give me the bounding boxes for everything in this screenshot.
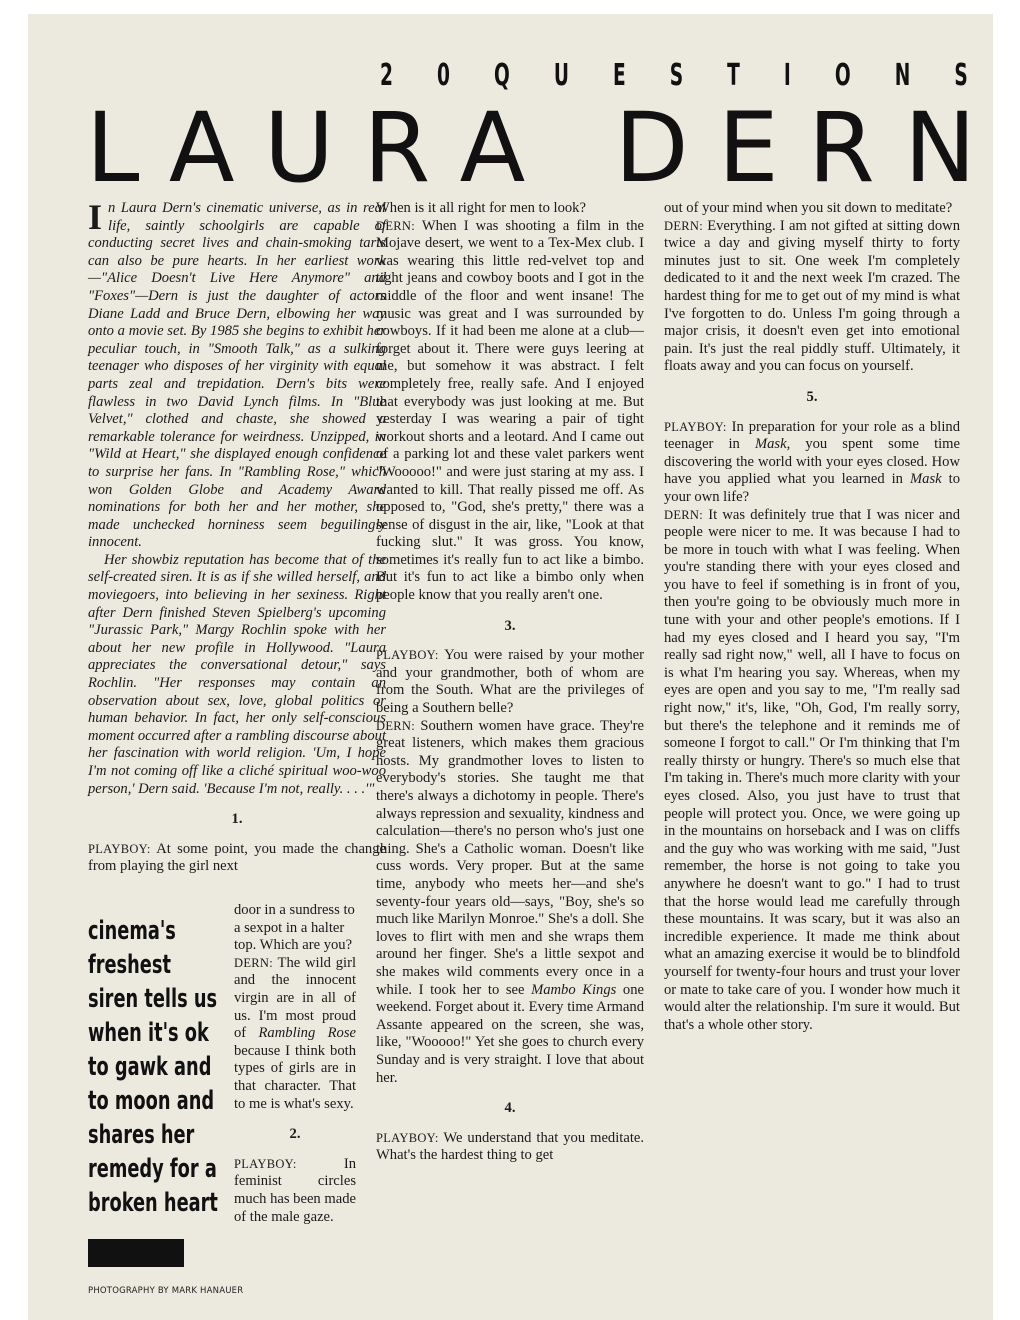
film-title: Rambling Rose: [258, 1025, 356, 1042]
answer-1-text: The wild girl and the innocent virgin are in all of us. I'm most proud of: [234, 954, 356, 1042]
answer-5-text: It was definitely true that I was nicer and people were nicer to me. It was because I had to be more in touch with what I was feeling. When you're standing there with your eyes closed and you have to feel if something is in front of you, then you're going to be obviously much more in tune with your and other people's emotions. If I had my eyes closed and I heard you say, "I'm really sad right now," well, all I have to focus on is what I'm hearing you say. Whereas, when my eyes are open and you say to me, "I'm really sad right now," it's, like, "Oh, God, I'm really sorry, but there's the telephone and it reminds me of someone I forgot to call." Or I'm thinking that I'm really thirsty or hungry. There's so much else that I'm taking in. There's much more clarity with your eyes closed. Also, you just have to trust that people will protect you. Once, we were going up in the mountains on horseback and I was on cliffs and the guy who was working with me said, "Just remember, the horse is not going to take you anywhere he doesn't want to go." I had to trust that the horse would lead me carefully through these mountains. It was scary, but it was also an incredible experience. It made me think about what an amazing exercise it would be to blindfold yourself for twenty-four hours and trust your lover or mate to take care of you. I wonder how much it would alter the relationship. I'm sure it would. But that's a whole other story.: [664, 506, 960, 1033]
answer-4-text: Everything. I am not gifted at sitting down twice a day and giving myself thirty to forty minutes just to sit. One week I'm completely dedicated to it and the next week I'm crazed. The hardest thing for me to get out of my mind is what I've forgotten to do. Unless I'm going through a major crisis, it doesn't even get into emotional pain. It's just the real piddly stuff. Ultimately, it floats away and you can focus on yourself.: [664, 217, 960, 375]
pull-quote-line: when it's ok: [88, 1018, 209, 1048]
film-title: Mask: [910, 471, 942, 488]
title-letter: L: [86, 92, 140, 204]
question-number-3: 3.: [504, 617, 516, 634]
series-letter: E: [612, 58, 626, 93]
question-1-text-narrow: door in a sundress to a sexpot in a halter top. Which are you?: [234, 902, 355, 954]
speaker-label: DERN:: [234, 955, 273, 970]
pull-quote-line: siren tells us: [88, 984, 218, 1014]
pull-quote-line: shares her: [88, 1120, 195, 1150]
series-letter: U: [553, 58, 569, 93]
decorative-black-bar: [88, 1239, 184, 1267]
question-number-1: 1.: [231, 811, 243, 828]
answer-3-text: Southern women have grace. They're great listeners, which makes them gracious hosts. My grandmother loves to listen to everybody's stories. She taught me that there's always a dichotomy in people. There's always repression and sexuality, kindness and calculation—there's no person who's just one thing. She's a Catholic woman. Doesn't like cuss words. Very proper. But at the same time, anybody who meets her—and she's seventy-four years old—says, "Boy, she's so much like Marilyn Monroe." She's a doll. She loves to flirt with men and she wraps them around her finger. She's a little sexpot and she makes wild comments every once in a while. I took her to see: [376, 717, 644, 998]
speaker-label: PLAYBOY:: [664, 419, 727, 434]
speaker-label: DERN:: [664, 218, 703, 233]
intro-paragraph-1: n Laura Dern's cinematic universe, as in real life, saintly schoolgirls are capable of conducting secret lives and chain-smoking tarts can also be pure hearts. In her earliest work—"Alice Doesn't Live Here Anymore" and "Foxes"—Dern is just the daughter of actors Diane Ladd and Bruce Dern, elbowing her way onto a movie set. By 1985 she begins to exhibit her peculiar touch, in "Smooth Talk," as a sulking teenager who disposes of her virginity with equal parts zeal and trepidation. Dern's bits were flawless in two David Lynch films. In "Blue Velvet," clothed and chaste, she showed a remarkable tolerance for weirdness. Unzipped, in "Wild at Heart," she displayed enough confidence to surprise her fans. In "Rambling Rose," which won Golden Globe and Academy Award nominations for both her and her mother, she made unchecked horniness seem beguilingly innocent.: [88, 200, 386, 551]
page-title: [86, 92, 976, 204]
question-number-2: 2.: [289, 1126, 301, 1143]
pull-quote-line: to gawk and: [88, 1052, 212, 1082]
drop-cap: I: [88, 197, 103, 237]
narrow-column: [234, 902, 356, 1226]
answer-1-text-end: because I think both types of girls are in that character. That to me is what's sexy.: [234, 1042, 356, 1112]
series-letter: Q: [493, 58, 510, 93]
title-letter: R: [808, 92, 875, 204]
title-letter: R: [363, 92, 431, 204]
intro-text: [88, 197, 386, 798]
answer-3-text-end: one weekend. Forget about it. Every time Armand Assante appeared on the screen, she was, like, "Wooooo!" Yet she goes to church every Sunday and is very straight. I love that about her.: [376, 981, 644, 1086]
intro-paragraph-2: Her showbiz reputation has become that of the self-created siren. It is as if she willed herself, and moviegoers, into believing in her sexiness. Right after Dern finished Steven Spielberg's upcoming "Jurassic Park," Margy Rochlin spoke with her about her new profile in Hollywood. "Laura appreciates the conversational detour," says Rochlin. "Her responses may contain an observation about sex, love, global politics or human behavior. In fact, her only self-conscious moment occurred after a rambling discourse about her fascination with world religion. 'Um, I hope I'm not coming off like a cliché spiritual woo-woo person,' Dern said. 'Because I'm not, really. . . .'": [88, 551, 386, 797]
film-title: Mask,: [754, 436, 791, 453]
question-4-text-continued: out of your mind when you sit down to meditate?: [664, 200, 953, 216]
speaker-label: PLAYBOY:: [234, 1156, 297, 1171]
series-letter: S: [669, 58, 684, 93]
question-number-4: 4.: [504, 1100, 516, 1117]
title-letter: U: [263, 92, 335, 204]
pull-quote-line: to moon and: [88, 1086, 215, 1116]
question-1-text-wide: At some point, you made the change from playing the girl next: [88, 840, 387, 875]
photo-credit: PHOTOGRAPHY BY MARK HANAUER: [88, 1286, 244, 1296]
series-letter: N: [894, 58, 911, 93]
question-5-text-mid: you spent some time discovering the world with your eyes closed. How have you applied what you learned in: [664, 436, 961, 488]
answer-2-text: When I was shooting a film in the Mojave desert, we went to a Tex-Mex club. I was wearing this little red-velvet top and tight jeans and cowboy boots and I got in the middle of the floor and went insane! The music was great and I was surrounded by cowboys. If it had been me alone at a club—forget about it. There were guys leering at me, but somehow it was abstract. I felt completely free, really safe. And I enjoyed that everybody was just looking at me. But yesterday I was wearing a pair of tight workout shorts and a leotard. And I came out of a parking lot and these valet parkers went "Wooooo!" and were just staring at my ass. I wanted to kill. That really pissed me off. As opposed to, "God, she's pretty," there was a sense of disgust in the air, like, "Look at that fucking slut." It was gross. You know, sometimes it's really fun to act like a bimbo. But it's fun to act like a bimbo only when people know that you really aren't one.: [376, 217, 644, 604]
speaker-label: DERN:: [376, 718, 415, 733]
speaker-label: PLAYBOY:: [88, 841, 151, 856]
speaker-label: DERN:: [376, 218, 415, 233]
question-5-text: In preparation for your role as a blind teenager in: [664, 418, 961, 453]
question-2-text-narrow: In feminist circles much has been made of the male gaze.: [234, 1155, 356, 1225]
question-3-text: You were raised by your mother and your grandmother, both of whom are from the South. What are the privileges of being a Southern belle?: [376, 647, 645, 717]
pull-quote: [88, 914, 218, 1220]
series-letter: 0: [436, 58, 450, 93]
intro-column: [88, 197, 387, 876]
question-number-5: 5.: [806, 388, 818, 405]
series-letter: O: [834, 58, 851, 93]
pull-quote-line: remedy for a: [88, 1154, 217, 1184]
magazine-page: [28, 14, 993, 1320]
title-letter: A: [168, 92, 235, 204]
series-letter: T: [727, 58, 740, 93]
pull-quote-line: cinema's: [88, 916, 176, 946]
series-letter: S: [954, 58, 968, 93]
series-heading: [380, 58, 968, 93]
question-5-text-end: to your own life?: [664, 471, 960, 505]
title-letter: E: [717, 92, 779, 204]
question-2-text-continued: When is it all right for men to look?: [376, 200, 586, 216]
right-column: [664, 200, 960, 1034]
pull-quote-line: broken heart: [88, 1188, 218, 1218]
series-letter: 2: [380, 58, 393, 93]
title-letter: N: [904, 92, 976, 204]
speaker-label: PLAYBOY:: [376, 1130, 439, 1145]
title-letter: A: [459, 92, 526, 204]
speaker-label: DERN:: [664, 507, 703, 522]
speaker-label: PLAYBOY:: [376, 648, 439, 663]
series-letter: I: [783, 58, 791, 93]
title-letter: D: [614, 92, 689, 204]
question-4-text: We understand that you meditate. What's the hardest thing to get: [376, 1129, 644, 1164]
pull-quote-line: freshest: [88, 950, 171, 980]
middle-column: [376, 200, 644, 1165]
film-title: Mambo Kings: [531, 981, 617, 998]
